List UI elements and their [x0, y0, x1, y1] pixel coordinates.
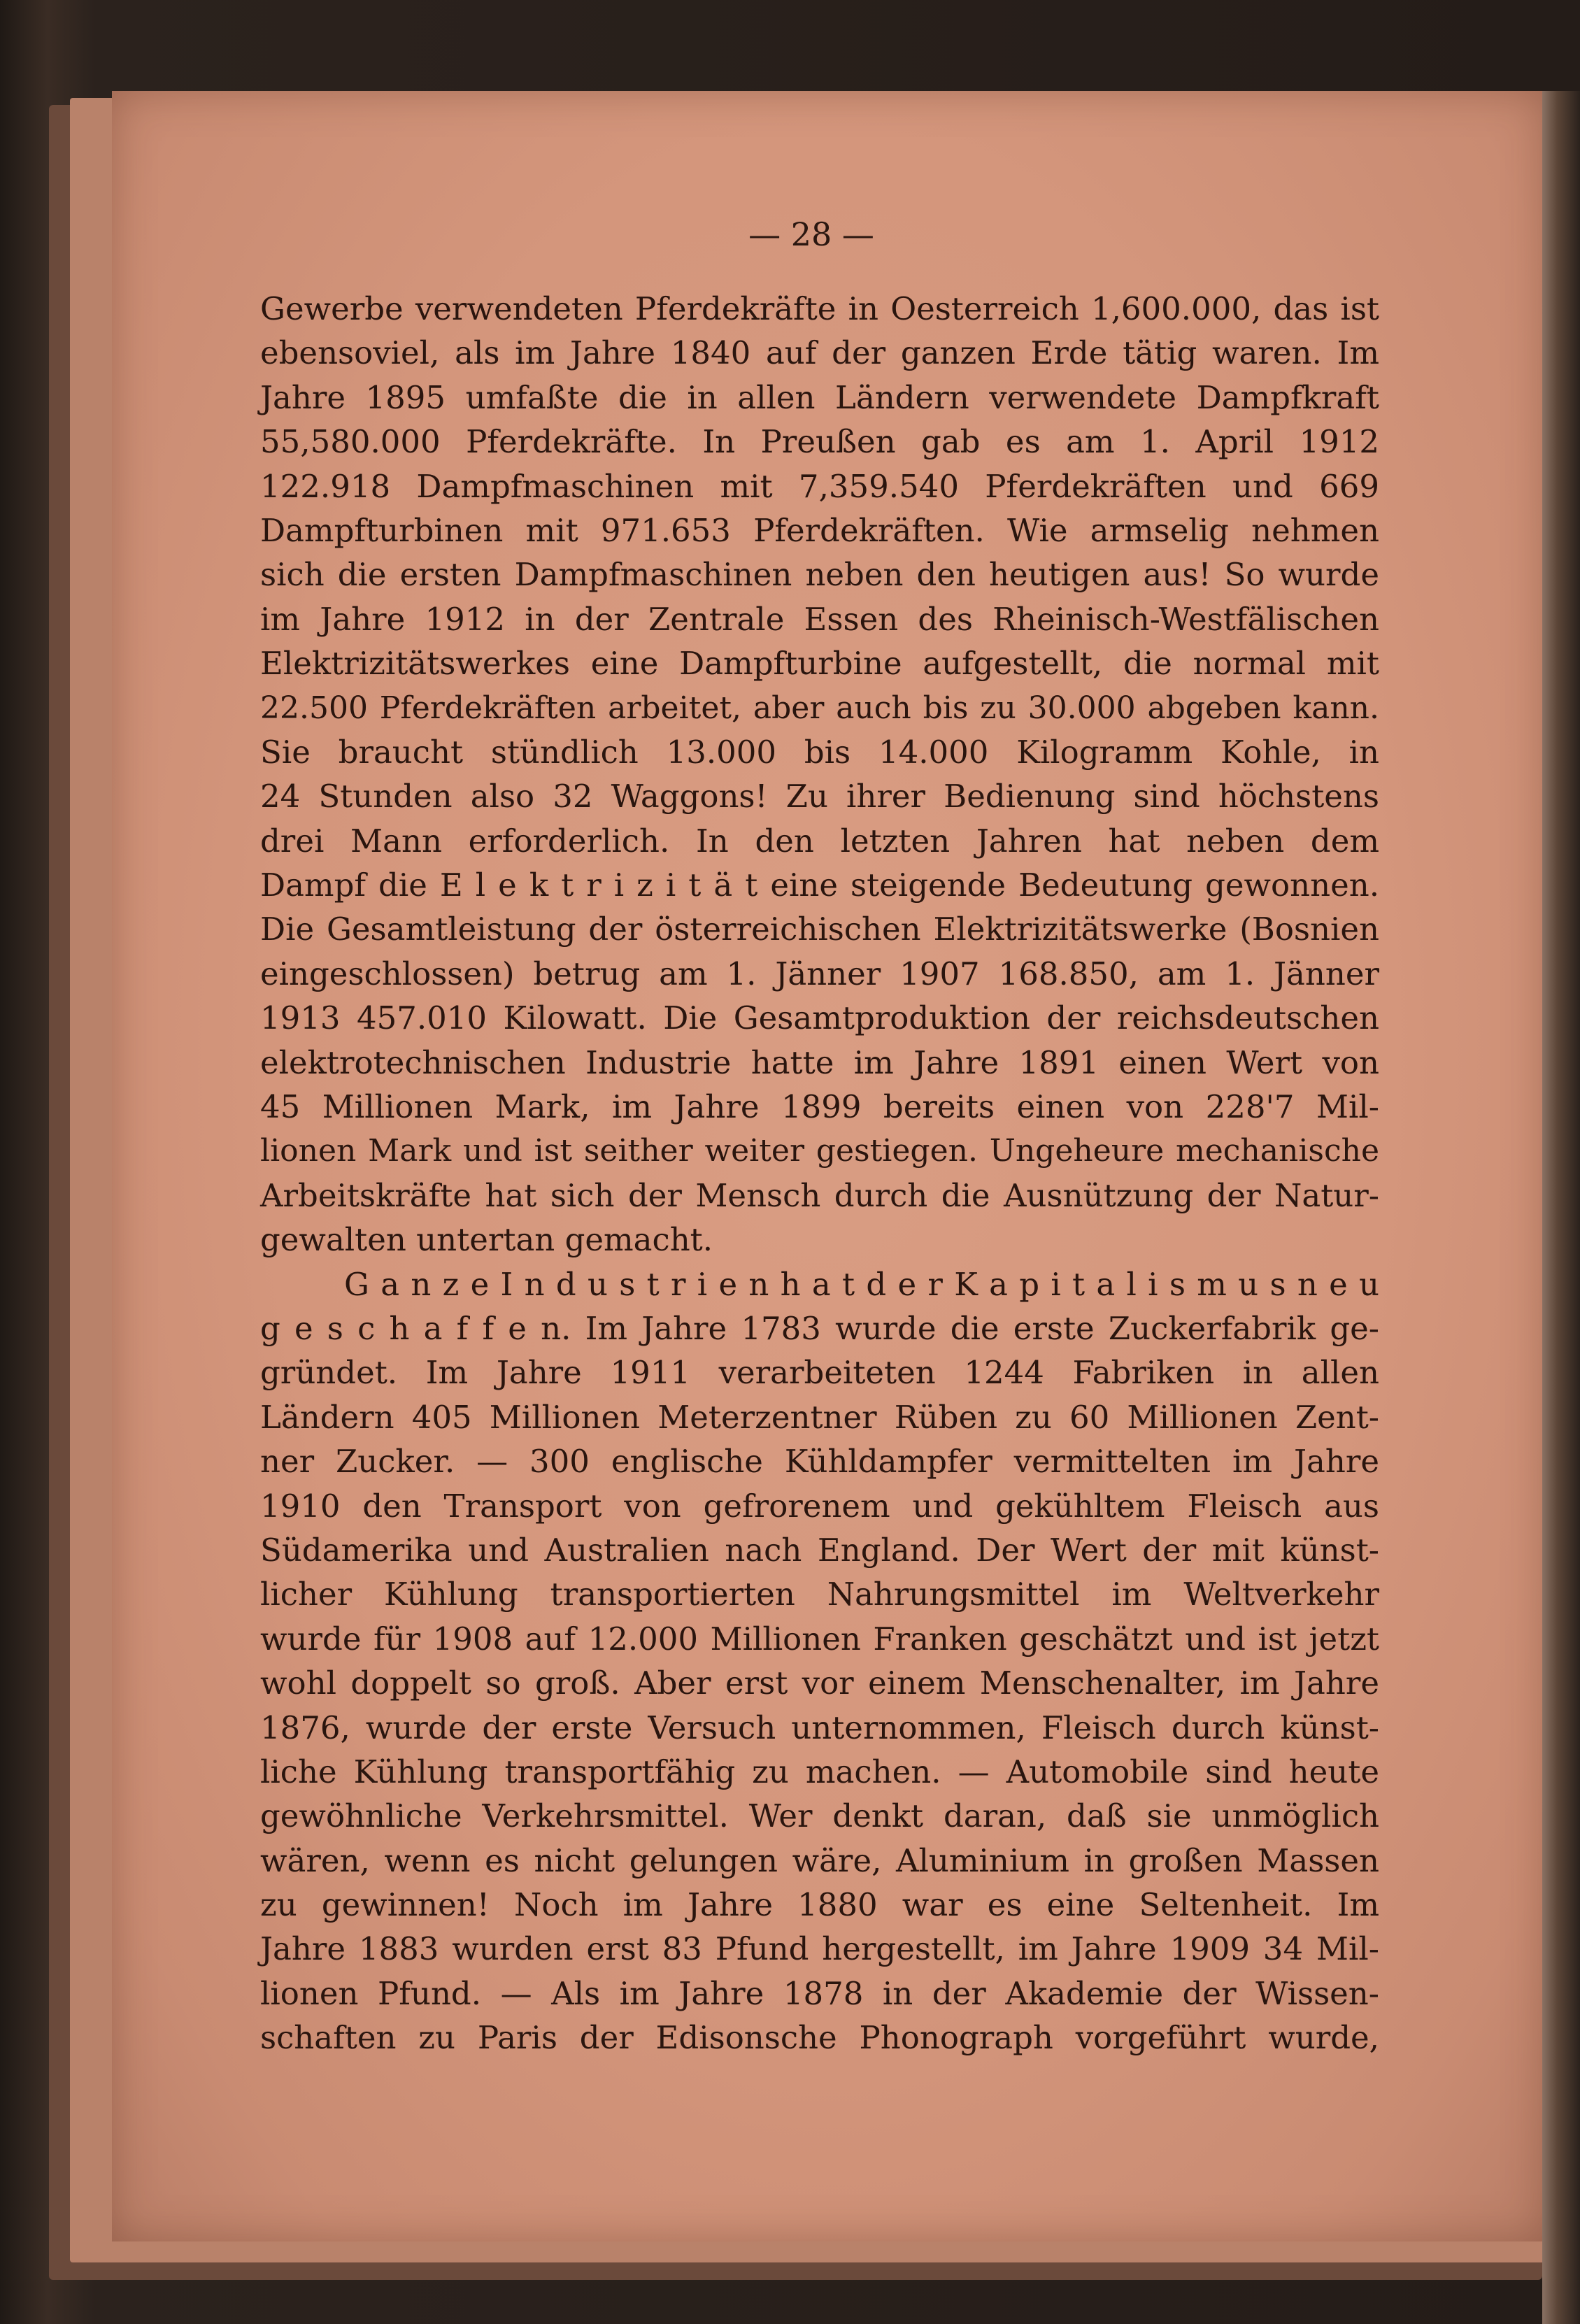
text-line: drei Mann erforderlich. In den letzten Jahren hat neben dem: [260, 822, 1379, 860]
text-line: gewalten untertan gemacht.: [260, 1221, 713, 1259]
text-line: eingeschlossen) betrug am 1. Jänner 1907 168.850, am 1. Jänner: [260, 955, 1379, 992]
text-line: Ländern 405 Millionen Meterzentner Rüben zu 60 Millionen Zent-: [260, 1398, 1379, 1436]
text-line: 45 Millionen Mark, im Jahre 1899 bereits einen von 228'7 Mil-: [260, 1088, 1379, 1126]
text-line: Dampf die E l e k t r i z i t ä t eine steigende Bedeutung gewonnen.: [260, 867, 1379, 904]
text-line: schaften zu Paris der Edisonsche Phonograph vorgeführt wurde,: [260, 2019, 1379, 2057]
text-line: wurde für 1908 auf 12.000 Millionen Franken geschätzt und ist jetzt: [260, 1620, 1379, 1658]
text-line: G a n z e I n d u s t r i e n h a t d e r K a p i t a l i s m u s n e u: [344, 1265, 1379, 1303]
text-line: Die Gesamtleistung der österreichischen Elektrizitätswerke (Bosnien: [260, 911, 1379, 948]
text-line: ebensoviel, als im Jahre 1840 auf der ganzen Erde tätig waren. Im: [260, 334, 1379, 372]
text-line: 1910 den Transport von gefrorenem und gekühltem Fleisch aus: [260, 1487, 1379, 1525]
paragraph: [260, 287, 1379, 1262]
book-binding-edge: [1542, 91, 1580, 2324]
text-line: wären, wenn es nicht gelungen wäre, Aluminium in großen Massen: [260, 1841, 1379, 1879]
text-line: 55,580.000 Pferdekräfte. In Preußen gab es am 1. April 1912: [260, 423, 1379, 461]
body-text: [260, 287, 1379, 2060]
text-line: liche Kühlung transportfähig zu machen. — Automobile sind heute: [260, 1753, 1379, 1790]
text-line: 1876, wurde der erste Versuch unternommen, Fleisch durch künst-: [260, 1709, 1379, 1746]
text-line: 1913 457.010 Kilowatt. Die Gesamtproduktion der reichsdeutschen: [260, 999, 1379, 1037]
text-line: gewöhnliche Verkehrsmittel. Wer denkt daran, daß sie unmöglich: [260, 1797, 1379, 1835]
text-line: im Jahre 1912 in der Zentrale Essen des Rheinisch-Westfälischen: [260, 600, 1379, 638]
text-line: sich die ersten Dampfmaschinen neben den heutigen aus! So wurde: [260, 556, 1379, 594]
text-line: Elektrizitätswerkes eine Dampfturbine aufgestellt, die normal mit: [260, 645, 1379, 683]
text-line: Gewerbe verwendeten Pferdekräfte in Oesterreich 1,600.000, das ist: [260, 290, 1379, 327]
text-line: Sie braucht stündlich 13.000 bis 14.000 Kilogramm Kohle, in: [260, 733, 1379, 771]
text-line: 24 Stunden also 32 Waggons! Zu ihrer Bedienung sind höchstens: [260, 778, 1379, 815]
page-number: — 28 —: [748, 215, 874, 253]
text-line: Jahre 1883 wurden erst 83 Pfund hergestellt, im Jahre 1909 34 Mil-: [260, 1930, 1379, 1968]
text-line: zu gewinnen! Noch im Jahre 1880 war es eine Seltenheit. Im: [260, 1886, 1379, 1924]
text-line: Jahre 1895 umfaßte die in allen Ländern verwendete Dampfkraft: [260, 378, 1379, 416]
text-line: Südamerika und Australien nach England. Der Wert der mit künst-: [260, 1531, 1379, 1569]
text-line: elektrotechnischen Industrie hatte im Jahre 1891 einen Wert von: [260, 1043, 1379, 1081]
text-line: Dampfturbinen mit 971.653 Pferdekräften. Wie armselig nehmen: [260, 511, 1379, 549]
text-line: licher Kühlung transportierten Nahrungsmittel im Weltverkehr: [260, 1576, 1379, 1613]
text-line: 22.500 Pferdekräften arbeitet, aber auch bis zu 30.000 abgeben kann.: [260, 690, 1379, 726]
text-line: ner Zucker. — 300 englische Kühldampfer vermittelten im Jahre: [260, 1443, 1379, 1481]
text-line: gründet. Im Jahre 1911 verarbeiteten 1244 Fabriken in allen: [260, 1354, 1379, 1392]
text-line: g e s c h a f f e n. Im Jahre 1783 wurde die erste Zuckerfabrik ge-: [260, 1309, 1379, 1347]
text-line: wohl doppelt so groß. Aber erst vor einem Menschenalter, im Jahre: [260, 1664, 1379, 1702]
paragraph: [260, 1262, 1379, 2060]
text-line: lionen Mark und ist seither weiter gestiegen. Ungeheure mechanische: [260, 1133, 1379, 1169]
text-line: lionen Pfund. — Als im Jahre 1878 in der Akademie der Wissen-: [260, 1974, 1379, 2012]
text-line: Arbeitskräfte hat sich der Mensch durch die Ausnützung der Natur-: [260, 1176, 1379, 1214]
text-line: 122.918 Dampfmaschinen mit 7,359.540 Pferdekräften und 669: [260, 467, 1379, 505]
